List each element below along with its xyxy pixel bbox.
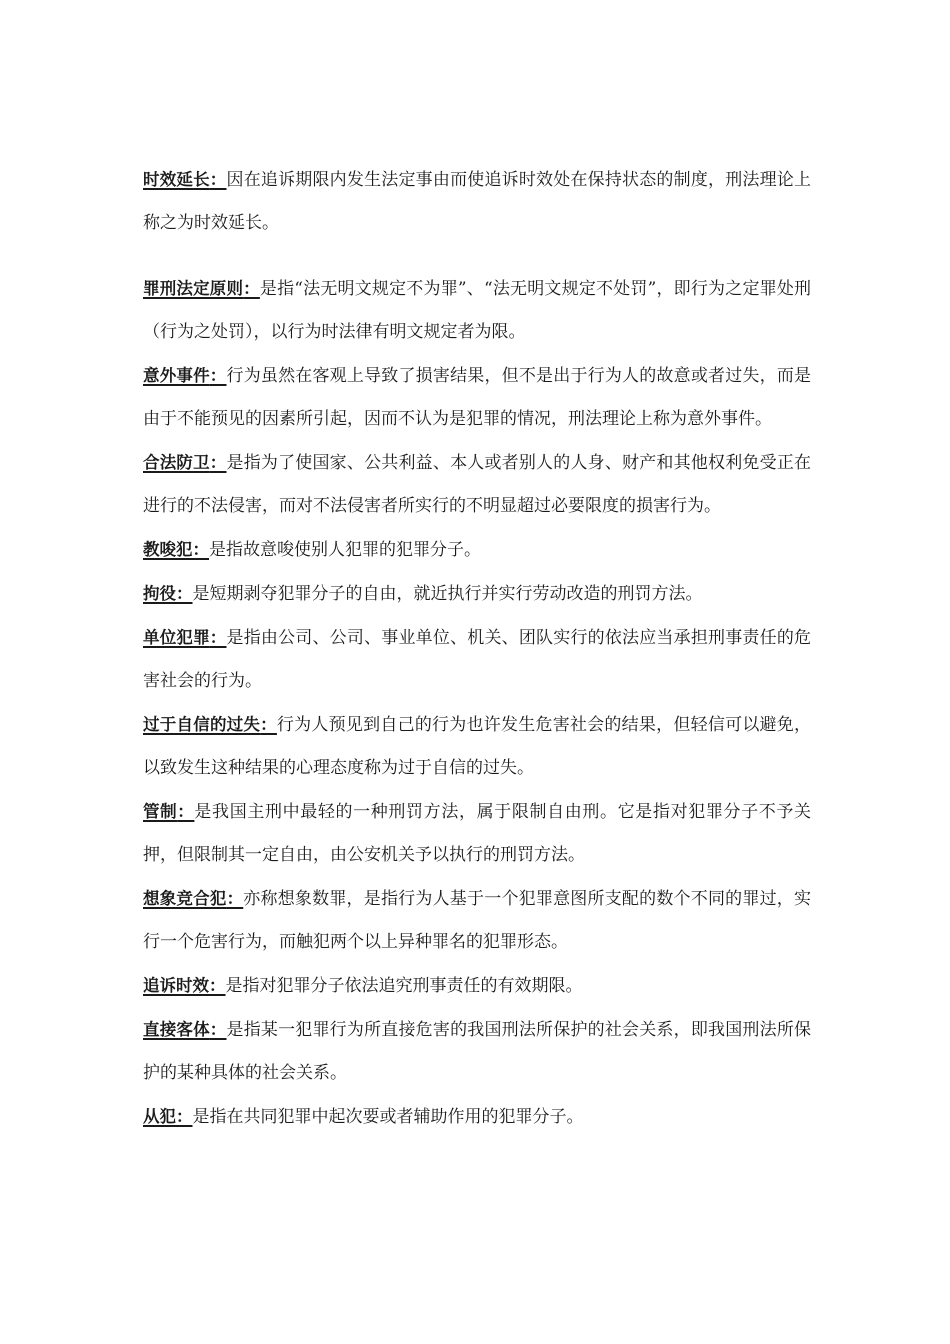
entry-term: 从犯：	[143, 1107, 193, 1126]
entry-term: 意外事件：	[143, 366, 227, 385]
glossary-entry	[143, 964, 811, 1008]
glossary-entry	[143, 267, 811, 354]
glossary-entry	[143, 703, 811, 790]
glossary-entry	[143, 572, 811, 616]
entry-definition: 是短期剥夺犯罪分子的自由，就近执行并实行劳动改造的刑罚方法。	[192, 584, 703, 604]
glossary-entry	[143, 790, 811, 877]
entry-definition: 是指由公司、公司、事业单位、机关、团队实行的依法应当承担刑事责任的危害社会的行为。	[143, 628, 812, 691]
entry-definition: 是我国主刑中最轻的一种刑罚方法，属于限制自由刑。它是指对犯罪分子不予关押，但限制其一定自由，由公安机关予以执行的刑罚方法。	[143, 802, 812, 865]
entry-definition: 行为虽然在客观上导致了损害结果，但不是出于行为人的故意或者过失，而是由于不能预见的因素所引起，因而不认为是犯罪的情况，刑法理论上称为意外事件。	[143, 366, 812, 429]
glossary-entry	[143, 158, 811, 245]
entry-term: 单位犯罪：	[143, 628, 227, 647]
glossary-entry	[143, 616, 811, 703]
glossary-entry	[143, 528, 811, 572]
entry-term: 直接客体：	[143, 1020, 227, 1039]
entry-term: 追诉时效：	[143, 976, 226, 995]
glossary-list	[143, 158, 811, 1139]
entry-definition: 是指故意唆使别人犯罪的犯罪分子。	[209, 540, 481, 560]
glossary-entry	[143, 1095, 811, 1139]
entry-term: 拘役：	[143, 584, 193, 603]
glossary-entry	[143, 1008, 811, 1095]
entry-term: 想象竞合犯：	[143, 889, 244, 908]
entry-definition: 是指“法无明文规定不为罪”、“法无明文规定不处罚”，即行为之定罪处刑（行为之处罚），以行为时法律有明文规定者为限。	[143, 279, 812, 342]
entry-term: 管制：	[143, 802, 195, 821]
glossary-entry	[143, 441, 811, 528]
entry-term: 时效延长：	[143, 170, 227, 189]
entry-definition: 行为人预见到自己的行为也许发生危害社会的结果，但轻信可以避免，以致发生这种结果的心理态度称为过于自信的过失。	[143, 715, 812, 778]
entry-definition: 是指某一犯罪行为所直接危害的我国刑法所保护的社会关系，即我国刑法所保护的某种具体的社会关系。	[143, 1020, 812, 1083]
entry-definition: 因在追诉期限内发生法定事由而使追诉时效处在保持状态的制度，刑法理论上称之为时效延长。	[143, 170, 812, 233]
glossary-entry	[143, 877, 811, 964]
entry-term: 教唆犯：	[143, 540, 209, 559]
entry-term: 罪刑法定原则：	[143, 279, 260, 298]
entry-definition: 是指在共同犯罪中起次要或者辅助作用的犯罪分子。	[192, 1107, 584, 1127]
entry-definition: 是指为了使国家、公共利益、本人或者别人的人身、财产和其他权利免受正在进行的不法侵害，而对不法侵害者所实行的不明显超过必要限度的损害行为。	[143, 453, 812, 516]
entry-definition: 亦称想象数罪，是指行为人基于一个犯罪意图所支配的数个不同的罪过，实行一个危害行为，而触犯两个以上异种罪名的犯罪形态。	[143, 889, 812, 952]
entry-term: 过于自信的过失：	[143, 715, 277, 734]
glossary-entry	[143, 354, 811, 441]
entry-definition: 是指对犯罪分子依法追究刑事责任的有效期限。	[225, 976, 583, 996]
entry-term: 合法防卫：	[143, 453, 227, 472]
